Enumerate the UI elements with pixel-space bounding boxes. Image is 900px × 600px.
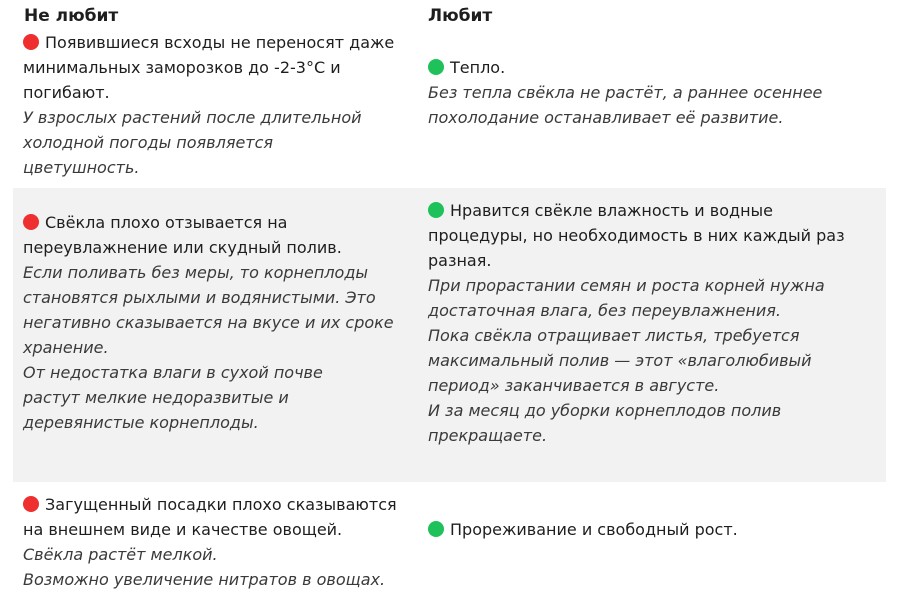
like-note: И за месяц до уборки корнеплодов полив [428,401,782,420]
like-cell [428,517,868,542]
table-row [13,30,886,188]
like-note: максимальный полив — этот «влаголюбивый [428,351,812,370]
dislike-text: погибают. [23,83,110,102]
dislike-note: У взрослых растений после длительной [23,108,362,127]
like-text: Тепло. [450,58,506,77]
dislike-text: Появившиеся всходы не переносят даже [45,33,395,52]
dislike-note: Возможно увеличение нитратов в овощах. [23,570,386,589]
red-dot-icon [23,34,39,50]
table-row [13,482,886,600]
dislike-text: минимальных заморозков до -2-3°С и [23,58,341,77]
green-dot-icon [428,59,444,75]
dislike-note: холодной погоды появляется [23,133,274,152]
dislike-cell [23,210,413,435]
like-cell [428,55,868,130]
dislike-cell [23,30,413,180]
dislike-note: Если поливать без меры, то корнеплоды [23,263,369,282]
red-dot-icon [23,496,39,512]
dislike-note: деревянистые корнеплоды. [23,413,259,432]
dislike-note: становятся рыхлыми и водянистыми. Это [23,288,376,307]
dislike-text: переувлажнение или скудный полив. [23,238,342,257]
like-note: похолодание останавливает её развитие. [428,108,784,127]
dislike-note: хранение. [23,338,109,357]
dislike-note: растут мелкие недоразвитые и [23,388,289,407]
dislike-text: Загущенный посадки плохо сказываются [45,495,397,514]
like-note: При прорастании семян и роста корней нужна [428,276,825,295]
like-cell [428,198,868,448]
green-dot-icon [428,521,444,537]
like-text: Прореживание и свободный рост. [450,520,738,539]
header-dislike: Не любит [24,6,119,26]
dislike-note: Свёкла растёт мелкой. [23,545,218,564]
like-note: Пока свёкла отращивает листья, требуется [428,326,800,345]
green-dot-icon [428,202,444,218]
dislike-note: От недостатка влаги в сухой почве [23,363,323,382]
like-note: период» заканчивается в августе. [428,376,720,395]
dislike-text: Свёкла плохо отзывается на [45,213,288,232]
table-row [13,188,886,482]
dislike-note: негативно сказывается на вкусе и их сроке [23,313,394,332]
like-note: Без тепла свёкла не растёт, а раннее осеннее [428,83,823,102]
like-text: процедуры, но необходимость в них каждый раз [428,226,845,245]
like-text: разная. [428,251,492,270]
like-note: достаточная влага, без переувлажнения. [428,301,781,320]
header-like: Любит [428,6,493,26]
like-text: Нравится свёкле влажность и водные [450,201,773,220]
dislike-note: цветушность. [23,158,140,177]
dislike-cell [23,492,413,592]
like-note: прекращаете. [428,426,548,445]
dislike-text: на внешнем виде и качестве овощей. [23,520,343,539]
red-dot-icon [23,214,39,230]
